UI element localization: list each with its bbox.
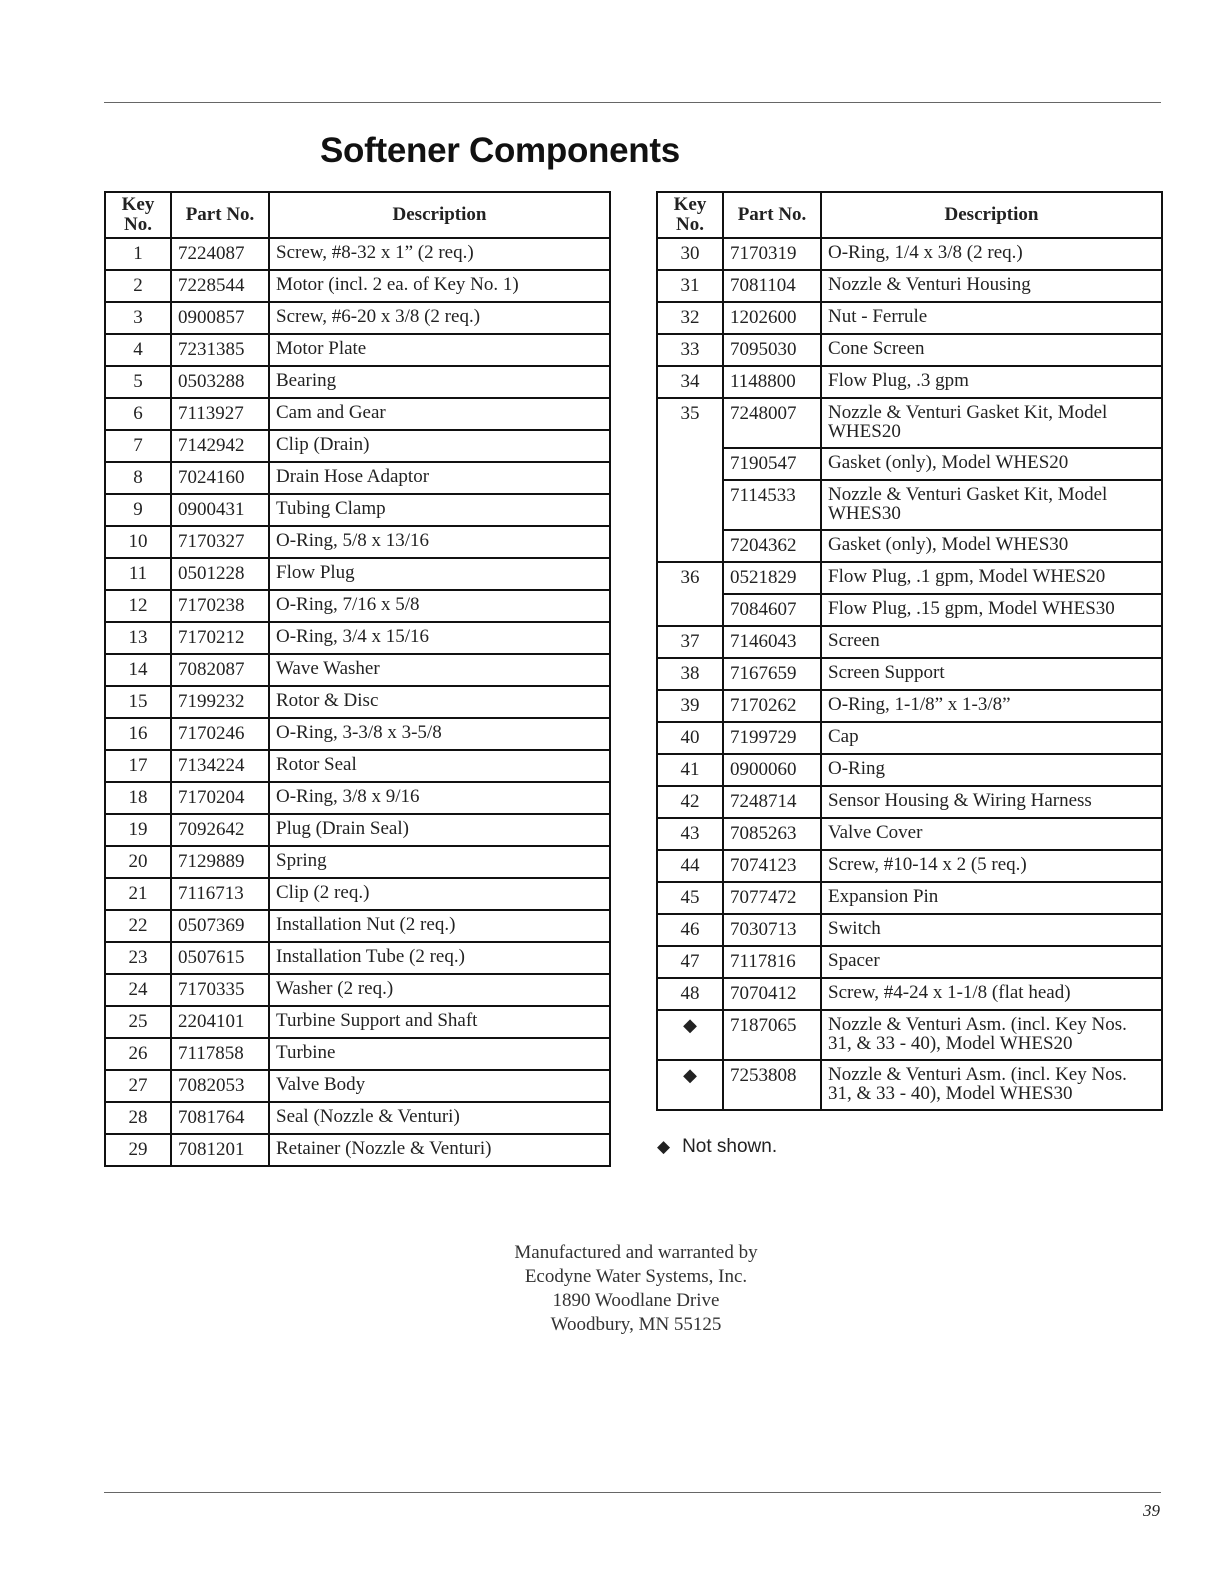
table-row <box>657 448 1162 480</box>
part-no-cell: 7116713 <box>171 878 269 910</box>
key-no-cell: 14 <box>105 654 171 686</box>
table-row <box>105 526 610 558</box>
diamond-icon: ◆ <box>657 1060 723 1110</box>
description-cell: Bearing <box>269 366 610 398</box>
part-no-cell: 7070412 <box>723 978 821 1010</box>
page-title: Softener Components <box>320 131 680 170</box>
part-no-cell: 7231385 <box>171 334 269 366</box>
part-no-cell: 7199729 <box>723 722 821 754</box>
key-no-cell: 44 <box>657 850 723 882</box>
part-no-cell: 7082087 <box>171 654 269 686</box>
manufacturer-block <box>406 1241 866 1337</box>
part-no-cell: 7253808 <box>723 1060 821 1110</box>
table-row <box>105 1102 610 1134</box>
part-no-cell: 7117858 <box>171 1038 269 1070</box>
part-no-cell: 7199232 <box>171 686 269 718</box>
description-cell: Cone Screen <box>821 334 1162 366</box>
table-row <box>657 690 1162 722</box>
part-no-cell: 7146043 <box>723 626 821 658</box>
table-row <box>105 622 610 654</box>
part-no-cell: 7170238 <box>171 590 269 622</box>
description-cell: Clip (Drain) <box>269 430 610 462</box>
description-cell: Nozzle & Venturi Gasket Kit, Model WHES20 <box>821 398 1162 448</box>
table-row <box>105 718 610 750</box>
description-cell: Valve Body <box>269 1070 610 1102</box>
key-no-cell: 27 <box>105 1070 171 1102</box>
description-cell: Retainer (Nozzle & Venturi) <box>269 1134 610 1166</box>
key-no-cell: 23 <box>105 942 171 974</box>
table-row <box>657 882 1162 914</box>
description-cell: Valve Cover <box>821 818 1162 850</box>
key-no-cell: 45 <box>657 882 723 914</box>
part-no-cell: 7024160 <box>171 462 269 494</box>
table-row <box>657 366 1162 398</box>
description-cell: Switch <box>821 914 1162 946</box>
description-cell: Sensor Housing & Wiring Harness <box>821 786 1162 818</box>
table-row <box>657 818 1162 850</box>
header-part: Part No. <box>723 192 821 238</box>
part-no-cell: 7224087 <box>171 238 269 270</box>
part-no-cell: 7134224 <box>171 750 269 782</box>
table-row <box>657 658 1162 690</box>
header-key: Key No. <box>657 192 723 238</box>
key-no-cell: 11 <box>105 558 171 590</box>
part-no-cell: 0501228 <box>171 558 269 590</box>
manufacturer-line: Ecodyne Water Systems, Inc. <box>524 1266 748 1287</box>
description-cell: Motor (incl. 2 ea. of Key No. 1) <box>269 270 610 302</box>
header-part: Part No. <box>171 192 269 238</box>
key-no-cell: 26 <box>105 1038 171 1070</box>
key-no-cell: 40 <box>657 722 723 754</box>
key-no-cell: 16 <box>105 718 171 750</box>
description-cell: O-Ring, 5/8 x 13/16 <box>269 526 610 558</box>
key-no-cell: 4 <box>105 334 171 366</box>
table-row <box>657 480 1162 530</box>
description-cell: Turbine Support and Shaft <box>269 1006 610 1038</box>
manufacturer-line: Woodbury, MN 55125 <box>550 1314 722 1335</box>
part-no-cell: 7228544 <box>171 270 269 302</box>
table-row <box>105 910 610 942</box>
key-no-cell: 20 <box>105 846 171 878</box>
table-row <box>657 626 1162 658</box>
table-row <box>657 1060 1162 1110</box>
key-no-cell: 38 <box>657 658 723 690</box>
part-no-cell: 7187065 <box>723 1010 821 1060</box>
part-no-cell: 7081764 <box>171 1102 269 1134</box>
key-no-cell: 25 <box>105 1006 171 1038</box>
table-row <box>657 946 1162 978</box>
table-row <box>657 786 1162 818</box>
table-row <box>105 462 610 494</box>
part-no-cell: 7170327 <box>171 526 269 558</box>
table-row <box>657 754 1162 786</box>
manufacturer-line: 1890 Woodlane Drive <box>552 1290 720 1311</box>
description-cell: Screw, #10-14 x 2 (5 req.) <box>821 850 1162 882</box>
table-row <box>105 430 610 462</box>
description-cell: O-Ring, 1/4 x 3/8 (2 req.) <box>821 238 1162 270</box>
key-no-cell: 22 <box>105 910 171 942</box>
key-no-cell: 15 <box>105 686 171 718</box>
key-no-cell: 35 <box>657 398 723 562</box>
part-no-cell: 0900857 <box>171 302 269 334</box>
description-cell: O-Ring, 3/8 x 9/16 <box>269 782 610 814</box>
key-no-cell: 41 <box>657 754 723 786</box>
part-no-cell: 7095030 <box>723 334 821 366</box>
description-cell: Nozzle & Venturi Housing <box>821 270 1162 302</box>
table-row <box>105 1134 610 1166</box>
part-no-cell: 0507615 <box>171 942 269 974</box>
description-cell: O-Ring, 7/16 x 5/8 <box>269 590 610 622</box>
header-key: Key No. <box>105 192 171 238</box>
description-cell: Motor Plate <box>269 334 610 366</box>
part-no-cell: 7170204 <box>171 782 269 814</box>
part-no-cell: 7117816 <box>723 946 821 978</box>
part-no-cell: 2204101 <box>171 1006 269 1038</box>
description-cell: Screen Support <box>821 658 1162 690</box>
key-no-cell: 3 <box>105 302 171 334</box>
table-row <box>105 558 610 590</box>
key-no-cell: 18 <box>105 782 171 814</box>
part-no-cell: 7170212 <box>171 622 269 654</box>
part-no-cell: 7077472 <box>723 882 821 914</box>
top-rule <box>104 102 1161 103</box>
description-cell: Turbine <box>269 1038 610 1070</box>
table-row <box>105 782 610 814</box>
table-row <box>657 530 1162 562</box>
key-no-cell: 2 <box>105 270 171 302</box>
description-cell: Nut - Ferrule <box>821 302 1162 334</box>
table-row <box>105 270 610 302</box>
footnote-text: Not shown. <box>682 1136 778 1157</box>
key-no-cell: 48 <box>657 978 723 1010</box>
part-no-cell: 7248714 <box>723 786 821 818</box>
description-cell: O-Ring <box>821 754 1162 786</box>
description-cell: Gasket (only), Model WHES30 <box>821 530 1162 562</box>
part-no-cell: 7170246 <box>171 718 269 750</box>
key-no-cell: 5 <box>105 366 171 398</box>
key-no-cell: 12 <box>105 590 171 622</box>
key-no-cell: 7 <box>105 430 171 462</box>
description-cell: Screw, #4-24 x 1-1/8 (flat head) <box>821 978 1162 1010</box>
description-cell: Rotor & Disc <box>269 686 610 718</box>
description-cell: Flow Plug, .1 gpm, Model WHES20 <box>821 562 1162 594</box>
key-no-cell: 6 <box>105 398 171 430</box>
description-cell: Drain Hose Adaptor <box>269 462 610 494</box>
part-no-cell: 0900060 <box>723 754 821 786</box>
description-cell: Cap <box>821 722 1162 754</box>
table-row <box>657 398 1162 448</box>
description-cell: Rotor Seal <box>269 750 610 782</box>
part-no-cell: 7204362 <box>723 530 821 562</box>
diamond-icon: ◆ <box>657 1137 671 1156</box>
description-cell: Cam and Gear <box>269 398 610 430</box>
description-cell: Spacer <box>821 946 1162 978</box>
table-row <box>657 978 1162 1010</box>
table-row <box>105 494 610 526</box>
part-no-cell: 7085263 <box>723 818 821 850</box>
description-cell: O-Ring, 3/4 x 15/16 <box>269 622 610 654</box>
part-no-cell: 7248007 <box>723 398 821 448</box>
table-row <box>657 562 1162 594</box>
part-no-cell: 7167659 <box>723 658 821 690</box>
key-no-cell: 47 <box>657 946 723 978</box>
table-row <box>657 270 1162 302</box>
description-cell: Flow Plug <box>269 558 610 590</box>
description-cell: Flow Plug, .15 gpm, Model WHES30 <box>821 594 1162 626</box>
key-no-cell: 8 <box>105 462 171 494</box>
part-no-cell: 7113927 <box>171 398 269 430</box>
header-description: Description <box>269 192 610 238</box>
key-no-cell: 43 <box>657 818 723 850</box>
table-row <box>657 238 1162 270</box>
part-no-cell: 7170335 <box>171 974 269 1006</box>
description-cell: Gasket (only), Model WHES20 <box>821 448 1162 480</box>
key-no-cell: 30 <box>657 238 723 270</box>
description-cell: Plug (Drain Seal) <box>269 814 610 846</box>
table-row <box>657 914 1162 946</box>
part-no-cell: 7084607 <box>723 594 821 626</box>
key-no-cell: 29 <box>105 1134 171 1166</box>
table-row <box>105 1070 610 1102</box>
description-cell: O-Ring, 3-3/8 x 3-5/8 <box>269 718 610 750</box>
part-no-cell: 7074123 <box>723 850 821 882</box>
key-no-cell: 17 <box>105 750 171 782</box>
key-no-cell: 33 <box>657 334 723 366</box>
part-no-cell: 7092642 <box>171 814 269 846</box>
part-no-cell: 1202600 <box>723 302 821 334</box>
key-no-cell: 21 <box>105 878 171 910</box>
table-row <box>657 1010 1162 1060</box>
description-cell: Screw, #8-32 x 1” (2 req.) <box>269 238 610 270</box>
part-no-cell: 7142942 <box>171 430 269 462</box>
description-cell: Flow Plug, .3 gpm <box>821 366 1162 398</box>
diamond-icon: ◆ <box>657 1010 723 1060</box>
header-description: Description <box>821 192 1162 238</box>
table-row <box>105 398 610 430</box>
table-row <box>657 334 1162 366</box>
table-row <box>657 850 1162 882</box>
part-no-cell: 7082053 <box>171 1070 269 1102</box>
table-row <box>657 302 1162 334</box>
description-cell: Installation Nut (2 req.) <box>269 910 610 942</box>
table-row <box>105 1038 610 1070</box>
page-number: 39 <box>1143 1501 1160 1520</box>
parts-table-left-body <box>105 238 610 1166</box>
description-cell: Tubing Clamp <box>269 494 610 526</box>
table-row <box>105 590 610 622</box>
table-row <box>105 942 610 974</box>
key-no-cell: 37 <box>657 626 723 658</box>
description-cell: Expansion Pin <box>821 882 1162 914</box>
key-no-cell: 39 <box>657 690 723 722</box>
key-no-cell: 36 <box>657 562 723 626</box>
key-no-cell: 28 <box>105 1102 171 1134</box>
key-no-cell: 34 <box>657 366 723 398</box>
table-row <box>105 654 610 686</box>
part-no-cell: 7129889 <box>171 846 269 878</box>
table-row <box>105 814 610 846</box>
table-row <box>105 878 610 910</box>
table-row <box>657 594 1162 626</box>
table-row <box>105 238 610 270</box>
part-no-cell: 0507369 <box>171 910 269 942</box>
table-row <box>105 686 610 718</box>
key-no-cell: 9 <box>105 494 171 526</box>
description-cell: Nozzle & Venturi Gasket Kit, Model WHES30 <box>821 480 1162 530</box>
key-no-cell: 42 <box>657 786 723 818</box>
table-row <box>105 1006 610 1038</box>
parts-table-left <box>104 191 611 1167</box>
description-cell: Washer (2 req.) <box>269 974 610 1006</box>
part-no-cell: 7030713 <box>723 914 821 946</box>
description-cell: Screen <box>821 626 1162 658</box>
key-no-cell: 24 <box>105 974 171 1006</box>
key-no-cell: 1 <box>105 238 171 270</box>
description-cell: Installation Tube (2 req.) <box>269 942 610 974</box>
description-cell: Wave Washer <box>269 654 610 686</box>
key-no-cell: 19 <box>105 814 171 846</box>
table-row <box>105 302 610 334</box>
parts-table-right <box>656 191 1163 1111</box>
part-no-cell: 0521829 <box>723 562 821 594</box>
part-no-cell: 7081201 <box>171 1134 269 1166</box>
key-no-cell: 10 <box>105 526 171 558</box>
part-no-cell: 7170319 <box>723 238 821 270</box>
description-cell: Screw, #6-20 x 3/8 (2 req.) <box>269 302 610 334</box>
header-row <box>657 192 1162 238</box>
description-cell: Spring <box>269 846 610 878</box>
part-no-cell: 7190547 <box>723 448 821 480</box>
key-no-cell: 46 <box>657 914 723 946</box>
description-cell: Nozzle & Venturi Asm. (incl. Key Nos. 31, & 33 - 40), Model WHES20 <box>821 1010 1162 1060</box>
parts-table-right-body <box>657 238 1162 1110</box>
table-row <box>105 334 610 366</box>
manufacturer-line: Manufactured and warranted by <box>514 1242 758 1263</box>
table-row <box>105 366 610 398</box>
key-no-cell: 32 <box>657 302 723 334</box>
footnote <box>657 1136 777 1158</box>
table-row <box>105 974 610 1006</box>
description-cell: Seal (Nozzle & Venturi) <box>269 1102 610 1134</box>
part-no-cell: 7170262 <box>723 690 821 722</box>
part-no-cell: 1148800 <box>723 366 821 398</box>
description-cell: Nozzle & Venturi Asm. (incl. Key Nos. 31, & 33 - 40), Model WHES30 <box>821 1060 1162 1110</box>
part-no-cell: 0900431 <box>171 494 269 526</box>
description-cell: Clip (2 req.) <box>269 878 610 910</box>
key-no-cell: 13 <box>105 622 171 654</box>
table-row <box>105 846 610 878</box>
table-row <box>657 722 1162 754</box>
part-no-cell: 7114533 <box>723 480 821 530</box>
table-row <box>105 750 610 782</box>
description-cell: O-Ring, 1-1/8” x 1-3/8” <box>821 690 1162 722</box>
key-no-cell: 31 <box>657 270 723 302</box>
part-no-cell: 0503288 <box>171 366 269 398</box>
bottom-rule <box>104 1492 1161 1493</box>
part-no-cell: 7081104 <box>723 270 821 302</box>
header-row <box>105 192 610 238</box>
